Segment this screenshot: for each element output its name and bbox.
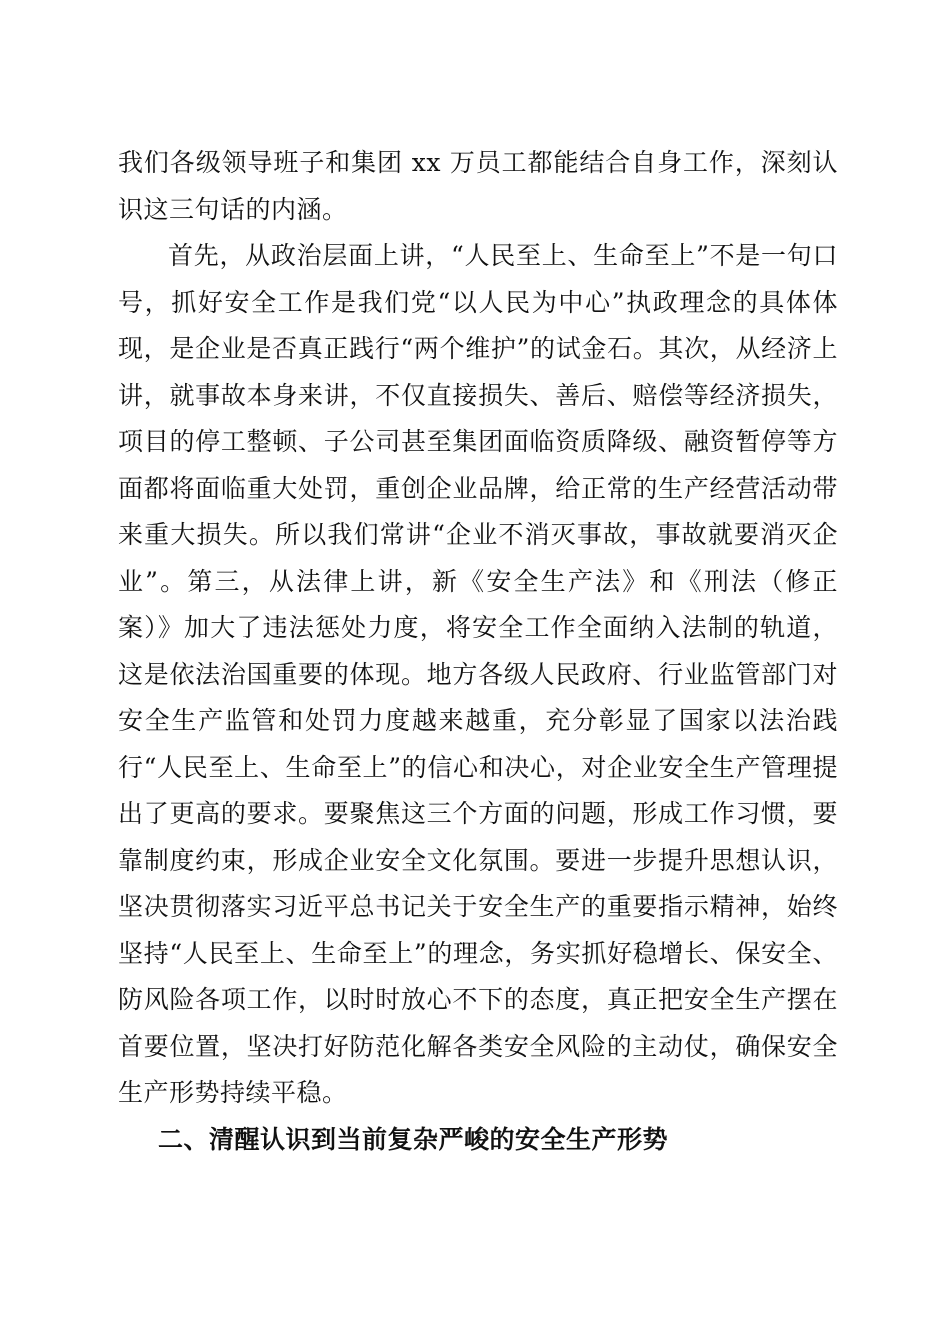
paragraph-main: 首先，从政治层面上讲，“人民至上、生命至上”不是一句口号，抓好安全工作是我们党“以人民为中心”执政理念的具体体现，是企业是否真正践行“两个维护”的试金石。其次，从经济上讲，就事故本身来讲，不仅直接损失、善后、赔偿等经济损失，项目的停工整顿、子公司甚至集团面临资质降级、融资暂停等方面都将面临重大处罚，重创企业品牌，给正常的生产经营活动带来重大损失。所以我们常讲“企业不消灭事故，事故就要消灭企业”。第三，从法律上讲，新《安全生产法》和《刑法（修正案）》加大了违法惩处力度，将安全工作全面纳入法制的轨道，这是依法治国重要的体现。地方各级人民政府、行业监管部门对安全生产监管和处罚力度越来越重，充分彰显了国家以法治践行“人民至上、生命至上”的信心和决心，对企业安全生产管理提出了更高的要求。要聚焦这三个方面的问题，形成工作习惯，要靠制度约束，形成企业安全文化氛围。要进一步提升思想认识，坚决贯彻落实习近平总书记关于安全生产的重要指示精神，始终坚持“人民至上、生命至上”的理念，务实抓好稳增长、保安全、防风险各项工作，以时时放心不下的态度，真正把安全生产摆在首要位置，坚决打好防范化解各类安全风险的主动仗，确保安全生产形势持续平稳。 (118, 241, 838, 1107)
document-body (118, 140, 838, 1163)
paragraph-continuation: 我们各级领导班子和集团 xx 万员工都能结合自身工作，深刻认识这三句话的内涵。 (118, 148, 838, 224)
section-heading: 二、清醒认识到当前复杂严峻的安全生产形势 (158, 1124, 669, 1154)
